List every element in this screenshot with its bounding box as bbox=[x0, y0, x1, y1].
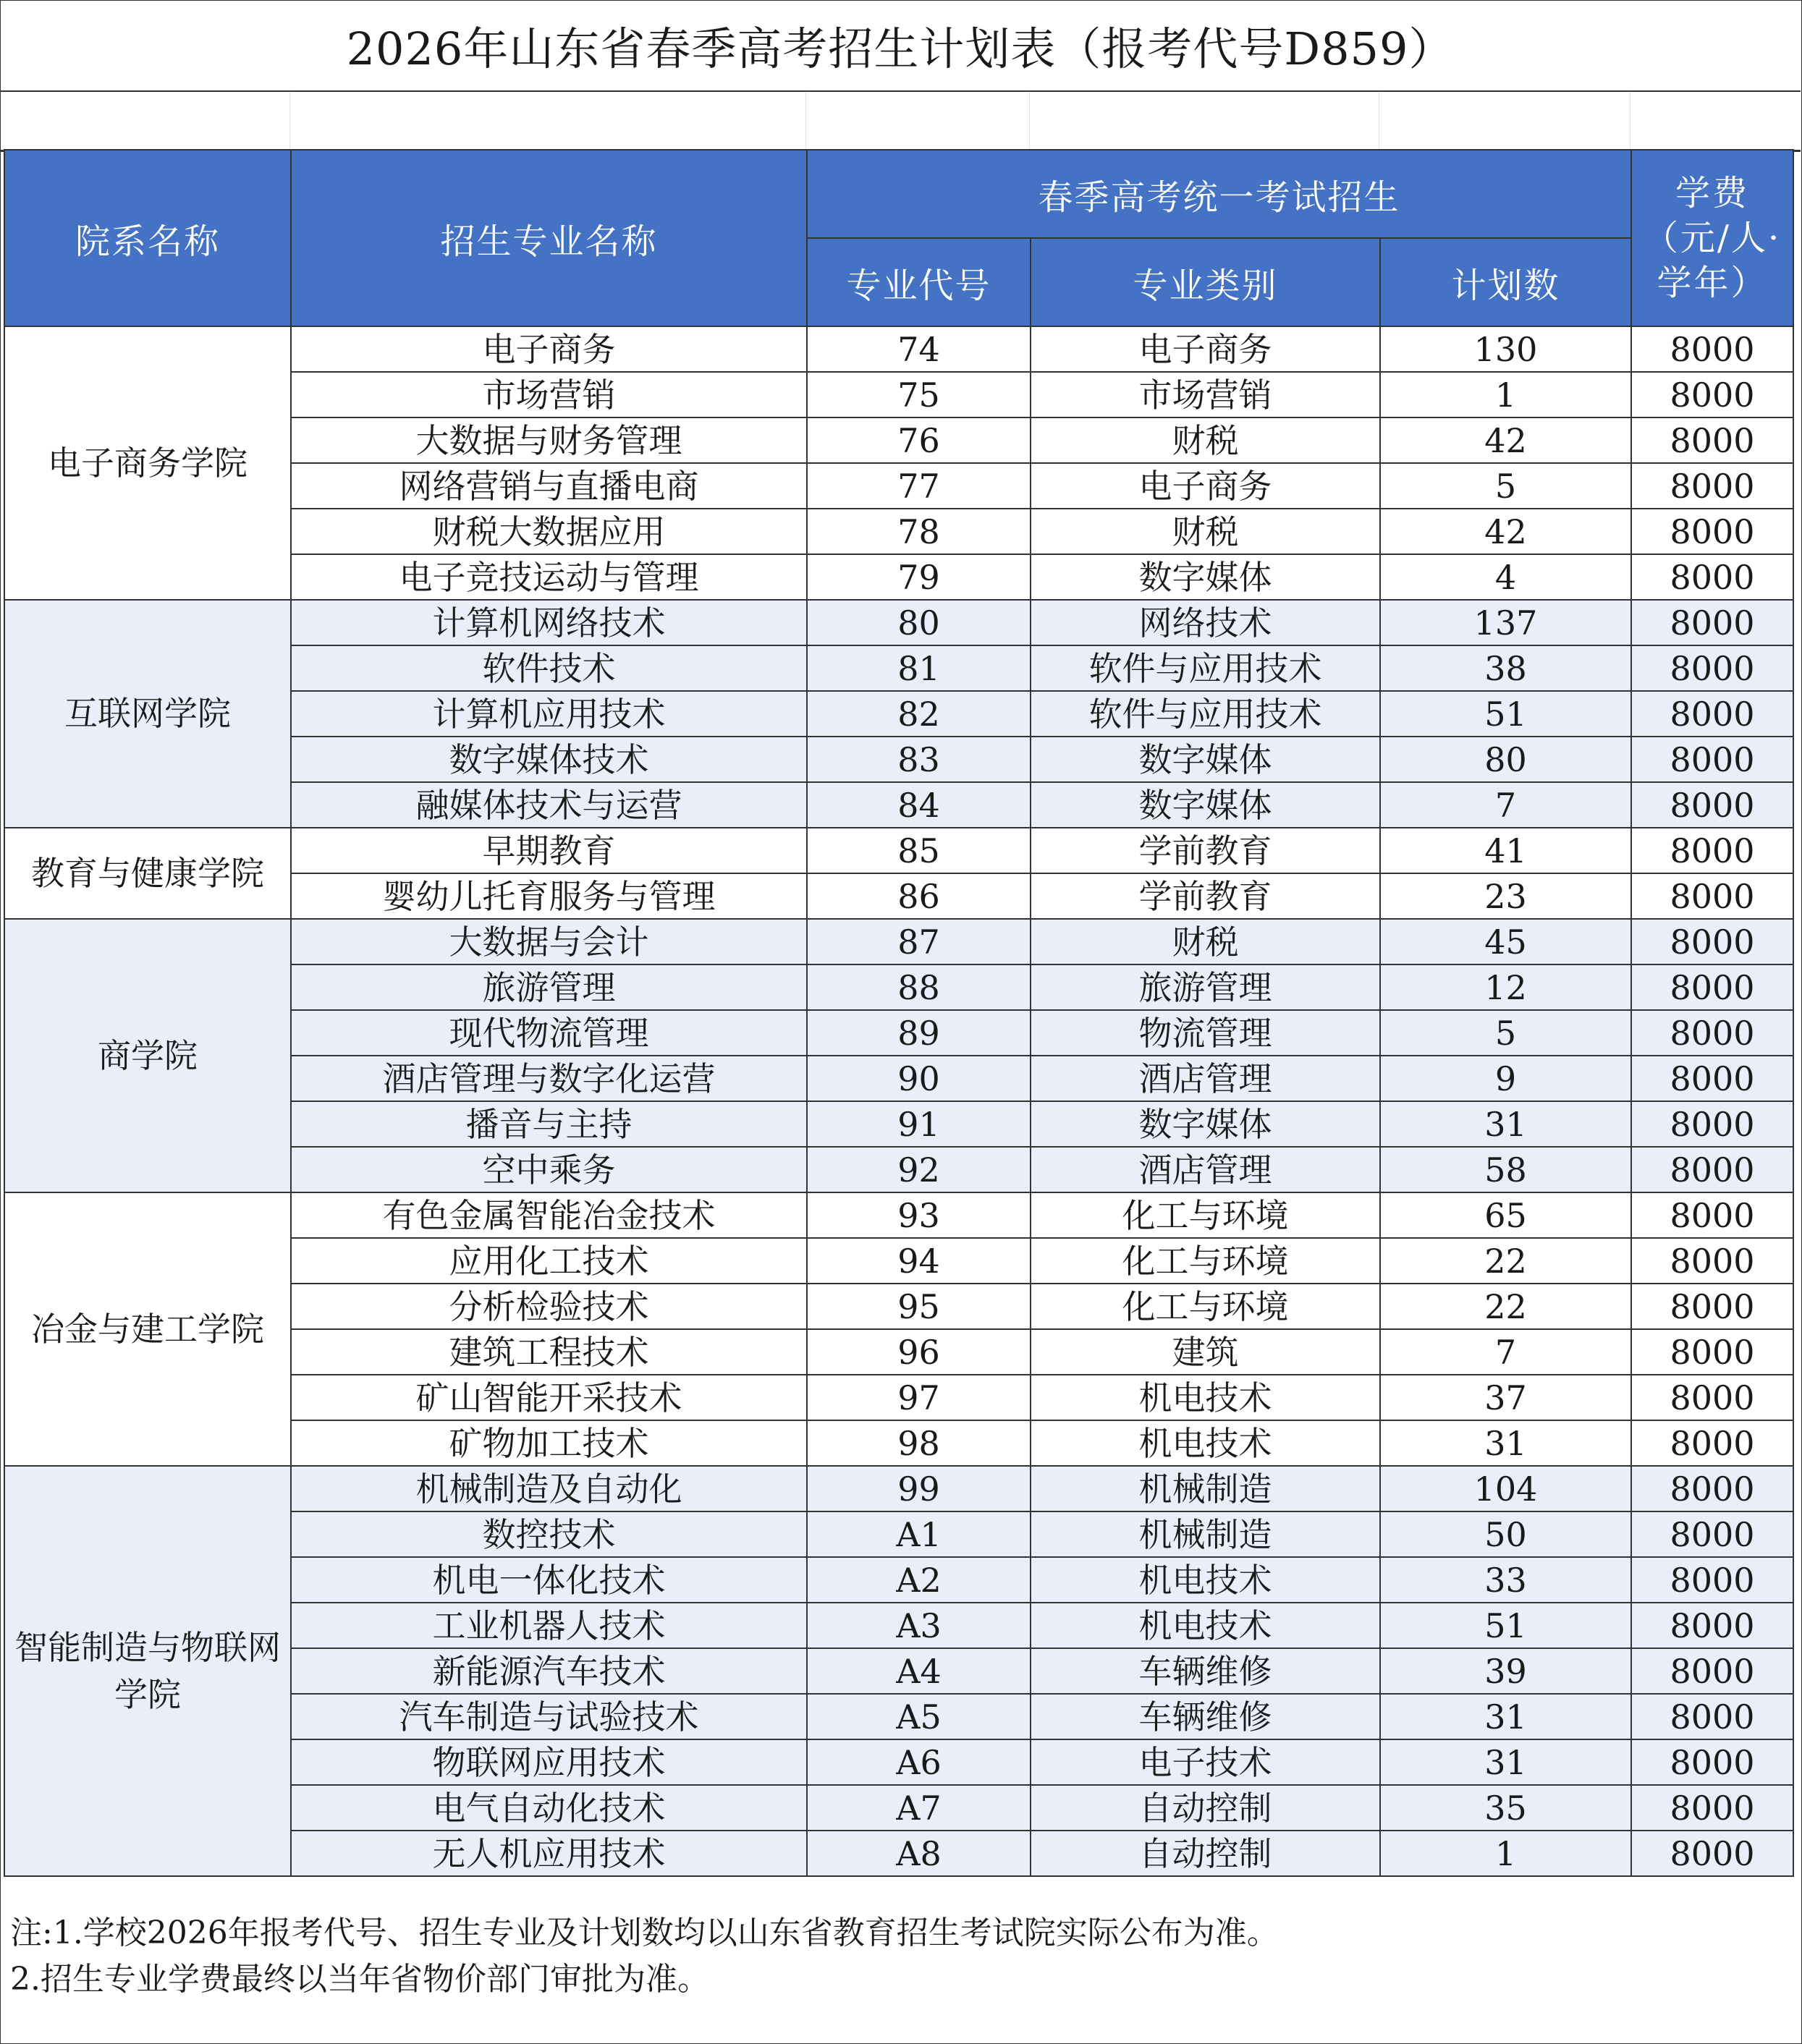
dept-cell: 商学院 bbox=[4, 919, 291, 1192]
code-cell: 92 bbox=[807, 1147, 1031, 1192]
category-cell: 学前教育 bbox=[1031, 828, 1380, 873]
plan-cell: 4 bbox=[1380, 554, 1631, 600]
table-row bbox=[4, 1466, 1793, 1511]
category-cell: 数字媒体 bbox=[1031, 1101, 1380, 1147]
table-row bbox=[4, 326, 1793, 372]
category-cell: 建筑 bbox=[1031, 1329, 1380, 1375]
fee-cell: 8000 bbox=[1631, 417, 1793, 463]
fee-cell: 8000 bbox=[1631, 1056, 1793, 1101]
major-cell: 新能源汽车技术 bbox=[291, 1648, 807, 1694]
column-header-category: 专业类别 bbox=[1031, 238, 1380, 326]
code-cell: A7 bbox=[807, 1785, 1031, 1831]
note-line: 注:1.学校2026年报考代号、招生专业及计划数均以山东省教育招生考试院实际公布为准。 bbox=[10, 1914, 1279, 1951]
fee-cell: 8000 bbox=[1631, 691, 1793, 737]
fee-cell: 8000 bbox=[1631, 1603, 1793, 1648]
category-cell: 电子商务 bbox=[1031, 463, 1380, 509]
table-body bbox=[4, 326, 1793, 1876]
category-cell: 电子技术 bbox=[1031, 1739, 1380, 1785]
major-cell: 融媒体技术与运营 bbox=[291, 782, 807, 828]
code-cell: A8 bbox=[807, 1831, 1031, 1876]
category-cell: 市场营销 bbox=[1031, 372, 1380, 417]
code-cell: 85 bbox=[807, 828, 1031, 873]
code-cell: 75 bbox=[807, 372, 1031, 417]
code-cell: 94 bbox=[807, 1238, 1031, 1284]
plan-cell: 31 bbox=[1380, 1739, 1631, 1785]
major-cell: 电子竞技运动与管理 bbox=[291, 554, 807, 600]
code-cell: 90 bbox=[807, 1056, 1031, 1101]
major-cell: 有色金属智能冶金技术 bbox=[291, 1192, 807, 1238]
major-cell: 汽车制造与试验技术 bbox=[291, 1694, 807, 1739]
dept-cell: 电子商务学院 bbox=[4, 326, 291, 600]
major-cell: 分析检验技术 bbox=[291, 1284, 807, 1329]
category-cell: 软件与应用技术 bbox=[1031, 691, 1380, 737]
category-cell: 化工与环境 bbox=[1031, 1192, 1380, 1238]
category-cell: 酒店管理 bbox=[1031, 1056, 1380, 1101]
major-cell: 网络营销与直播电商 bbox=[291, 463, 807, 509]
code-cell: A5 bbox=[807, 1694, 1031, 1739]
major-cell: 计算机网络技术 bbox=[291, 600, 807, 645]
plan-cell: 7 bbox=[1380, 782, 1631, 828]
plan-cell: 22 bbox=[1380, 1238, 1631, 1284]
plan-cell: 130 bbox=[1380, 326, 1631, 372]
plan-cell: 7 bbox=[1380, 1329, 1631, 1375]
code-cell: 78 bbox=[807, 509, 1031, 554]
category-cell: 旅游管理 bbox=[1031, 964, 1380, 1010]
column-header-code: 专业代号 bbox=[807, 238, 1031, 326]
major-cell: 大数据与会计 bbox=[291, 919, 807, 964]
fee-cell: 8000 bbox=[1631, 1192, 1793, 1238]
category-cell: 机电技术 bbox=[1031, 1375, 1380, 1420]
plan-cell: 38 bbox=[1380, 645, 1631, 691]
plan-cell: 50 bbox=[1380, 1511, 1631, 1557]
plan-cell: 42 bbox=[1380, 417, 1631, 463]
fee-cell: 8000 bbox=[1631, 1785, 1793, 1831]
dept-cell: 冶金与建工学院 bbox=[4, 1192, 291, 1466]
page-title: 2026年山东省春季高考招生计划表（报考代号D859） bbox=[0, 0, 1801, 92]
major-cell: 矿物加工技术 bbox=[291, 1420, 807, 1466]
plan-cell: 12 bbox=[1380, 964, 1631, 1010]
dept-cell: 教育与健康学院 bbox=[4, 828, 291, 919]
notes bbox=[10, 1910, 1783, 2003]
category-cell: 车辆维修 bbox=[1031, 1648, 1380, 1694]
plan-cell: 31 bbox=[1380, 1420, 1631, 1466]
plan-cell: 42 bbox=[1380, 509, 1631, 554]
plan-cell: 45 bbox=[1380, 919, 1631, 964]
plan-cell: 58 bbox=[1380, 1147, 1631, 1192]
plan-cell: 33 bbox=[1380, 1557, 1631, 1603]
code-cell: 77 bbox=[807, 463, 1031, 509]
fee-cell: 8000 bbox=[1631, 1284, 1793, 1329]
major-cell: 酒店管理与数字化运营 bbox=[291, 1056, 807, 1101]
code-cell: 99 bbox=[807, 1466, 1031, 1511]
fee-cell: 8000 bbox=[1631, 645, 1793, 691]
fee-cell: 8000 bbox=[1631, 326, 1793, 372]
fee-cell: 8000 bbox=[1631, 964, 1793, 1010]
category-cell: 机电技术 bbox=[1031, 1557, 1380, 1603]
category-cell: 化工与环境 bbox=[1031, 1284, 1380, 1329]
plan-cell: 31 bbox=[1380, 1101, 1631, 1147]
plan-cell: 5 bbox=[1380, 463, 1631, 509]
fee-cell: 8000 bbox=[1631, 1147, 1793, 1192]
column-header-major: 招生专业名称 bbox=[291, 150, 807, 326]
code-cell: 98 bbox=[807, 1420, 1031, 1466]
category-cell: 机电技术 bbox=[1031, 1603, 1380, 1648]
major-cell: 机械制造及自动化 bbox=[291, 1466, 807, 1511]
fee-cell: 8000 bbox=[1631, 600, 1793, 645]
category-cell: 机械制造 bbox=[1031, 1511, 1380, 1557]
plan-cell: 39 bbox=[1380, 1648, 1631, 1694]
column-header-dept: 院系名称 bbox=[4, 150, 291, 326]
category-cell: 学前教育 bbox=[1031, 873, 1380, 919]
major-cell: 早期教育 bbox=[291, 828, 807, 873]
code-cell: 93 bbox=[807, 1192, 1031, 1238]
major-cell: 数字媒体技术 bbox=[291, 737, 807, 782]
fee-cell: 8000 bbox=[1631, 1329, 1793, 1375]
category-cell: 车辆维修 bbox=[1031, 1694, 1380, 1739]
code-cell: 83 bbox=[807, 737, 1031, 782]
code-cell: 79 bbox=[807, 554, 1031, 600]
code-cell: 76 bbox=[807, 417, 1031, 463]
fee-cell: 8000 bbox=[1631, 372, 1793, 417]
category-cell: 网络技术 bbox=[1031, 600, 1380, 645]
major-cell: 市场营销 bbox=[291, 372, 807, 417]
major-cell: 软件技术 bbox=[291, 645, 807, 691]
category-cell: 财税 bbox=[1031, 919, 1380, 964]
fee-cell: 8000 bbox=[1631, 1557, 1793, 1603]
category-cell: 数字媒体 bbox=[1031, 554, 1380, 600]
major-cell: 工业机器人技术 bbox=[291, 1603, 807, 1648]
column-group-header: 春季高考统一考试招生 bbox=[807, 150, 1631, 238]
plan-cell: 5 bbox=[1380, 1010, 1631, 1056]
blank-row bbox=[0, 92, 1801, 152]
plan-cell: 9 bbox=[1380, 1056, 1631, 1101]
fee-cell: 8000 bbox=[1631, 1739, 1793, 1785]
plan-cell: 22 bbox=[1380, 1284, 1631, 1329]
table-row bbox=[4, 1192, 1793, 1238]
category-cell: 软件与应用技术 bbox=[1031, 645, 1380, 691]
code-cell: A1 bbox=[807, 1511, 1031, 1557]
enrollment-plan-table bbox=[4, 149, 1794, 1877]
category-cell: 机电技术 bbox=[1031, 1420, 1380, 1466]
category-cell: 电子商务 bbox=[1031, 326, 1380, 372]
code-cell: A2 bbox=[807, 1557, 1031, 1603]
column-header-plan: 计划数 bbox=[1380, 238, 1631, 326]
code-cell: 91 bbox=[807, 1101, 1031, 1147]
fee-cell: 8000 bbox=[1631, 1648, 1793, 1694]
fee-cell: 8000 bbox=[1631, 554, 1793, 600]
fee-cell: 8000 bbox=[1631, 1420, 1793, 1466]
code-cell: 95 bbox=[807, 1284, 1031, 1329]
code-cell: 84 bbox=[807, 782, 1031, 828]
major-cell: 数控技术 bbox=[291, 1511, 807, 1557]
category-cell: 化工与环境 bbox=[1031, 1238, 1380, 1284]
fee-cell: 8000 bbox=[1631, 1511, 1793, 1557]
category-cell: 自动控制 bbox=[1031, 1785, 1380, 1831]
fee-cell: 8000 bbox=[1631, 509, 1793, 554]
major-cell: 物联网应用技术 bbox=[291, 1739, 807, 1785]
plan-cell: 104 bbox=[1380, 1466, 1631, 1511]
major-cell: 财税大数据应用 bbox=[291, 509, 807, 554]
fee-cell: 8000 bbox=[1631, 828, 1793, 873]
code-cell: A4 bbox=[807, 1648, 1031, 1694]
code-cell: 82 bbox=[807, 691, 1031, 737]
category-cell: 机械制造 bbox=[1031, 1466, 1380, 1511]
fee-cell: 8000 bbox=[1631, 782, 1793, 828]
code-cell: 97 bbox=[807, 1375, 1031, 1420]
plan-cell: 51 bbox=[1380, 1603, 1631, 1648]
major-cell: 旅游管理 bbox=[291, 964, 807, 1010]
fee-cell: 8000 bbox=[1631, 1375, 1793, 1420]
fee-cell: 8000 bbox=[1631, 1831, 1793, 1876]
category-cell: 数字媒体 bbox=[1031, 782, 1380, 828]
plan-cell: 80 bbox=[1380, 737, 1631, 782]
code-cell: 87 bbox=[807, 919, 1031, 964]
category-cell: 财税 bbox=[1031, 509, 1380, 554]
code-cell: A6 bbox=[807, 1739, 1031, 1785]
plan-cell: 41 bbox=[1380, 828, 1631, 873]
major-cell: 建筑工程技术 bbox=[291, 1329, 807, 1375]
plan-cell: 1 bbox=[1380, 372, 1631, 417]
major-cell: 现代物流管理 bbox=[291, 1010, 807, 1056]
major-cell: 电子商务 bbox=[291, 326, 807, 372]
dept-cell: 智能制造与物联网学院 bbox=[4, 1466, 291, 1876]
fee-cell: 8000 bbox=[1631, 873, 1793, 919]
table-row bbox=[4, 600, 1793, 645]
major-cell: 计算机应用技术 bbox=[291, 691, 807, 737]
major-cell: 机电一体化技术 bbox=[291, 1557, 807, 1603]
fee-cell: 8000 bbox=[1631, 1101, 1793, 1147]
plan-cell: 137 bbox=[1380, 600, 1631, 645]
code-cell: 74 bbox=[807, 326, 1031, 372]
fee-cell: 8000 bbox=[1631, 1010, 1793, 1056]
column-header-fee: 学费（元/人·学年） bbox=[1631, 150, 1793, 326]
category-cell: 物流管理 bbox=[1031, 1010, 1380, 1056]
category-cell: 财税 bbox=[1031, 417, 1380, 463]
plan-cell: 51 bbox=[1380, 691, 1631, 737]
major-cell: 大数据与财务管理 bbox=[291, 417, 807, 463]
code-cell: 86 bbox=[807, 873, 1031, 919]
plan-cell: 35 bbox=[1380, 1785, 1631, 1831]
fee-cell: 8000 bbox=[1631, 919, 1793, 964]
major-cell: 应用化工技术 bbox=[291, 1238, 807, 1284]
code-cell: 96 bbox=[807, 1329, 1031, 1375]
code-cell: 80 bbox=[807, 600, 1031, 645]
category-cell: 自动控制 bbox=[1031, 1831, 1380, 1876]
plan-cell: 37 bbox=[1380, 1375, 1631, 1420]
category-cell: 数字媒体 bbox=[1031, 737, 1380, 782]
major-cell: 婴幼儿托育服务与管理 bbox=[291, 873, 807, 919]
plan-cell: 23 bbox=[1380, 873, 1631, 919]
code-cell: 81 bbox=[807, 645, 1031, 691]
table-row bbox=[4, 828, 1793, 873]
code-cell: A3 bbox=[807, 1603, 1031, 1648]
major-cell: 矿山智能开采技术 bbox=[291, 1375, 807, 1420]
note-line: 2.招生专业学费最终以当年省物价部门审批为准。 bbox=[10, 1961, 709, 1998]
major-cell: 电气自动化技术 bbox=[291, 1785, 807, 1831]
fee-cell: 8000 bbox=[1631, 463, 1793, 509]
major-cell: 空中乘务 bbox=[291, 1147, 807, 1192]
dept-cell: 互联网学院 bbox=[4, 600, 291, 828]
fee-cell: 8000 bbox=[1631, 1238, 1793, 1284]
code-cell: 89 bbox=[807, 1010, 1031, 1056]
fee-cell: 8000 bbox=[1631, 1466, 1793, 1511]
plan-cell: 65 bbox=[1380, 1192, 1631, 1238]
category-cell: 酒店管理 bbox=[1031, 1147, 1380, 1192]
fee-cell: 8000 bbox=[1631, 737, 1793, 782]
major-cell: 无人机应用技术 bbox=[291, 1831, 807, 1876]
fee-cell: 8000 bbox=[1631, 1694, 1793, 1739]
major-cell: 播音与主持 bbox=[291, 1101, 807, 1147]
table-row bbox=[4, 919, 1793, 964]
plan-cell: 1 bbox=[1380, 1831, 1631, 1876]
plan-cell: 31 bbox=[1380, 1694, 1631, 1739]
code-cell: 88 bbox=[807, 964, 1031, 1010]
